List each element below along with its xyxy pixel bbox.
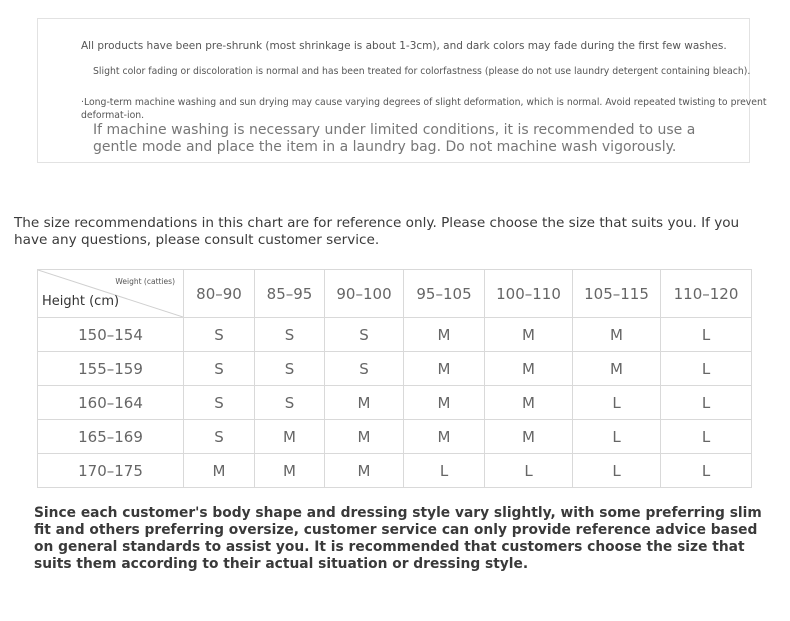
- care-line-machine-wash: If machine washing is necessary under limited conditions, it is recommended to use a gentle mode and place the item in a laundry bag. Do not machine wash vigorously.: [93, 122, 696, 155]
- table-row: [38, 386, 752, 420]
- size-cell: L: [661, 420, 752, 454]
- size-cell: M: [404, 318, 485, 352]
- weight-header-cell: 95–105: [404, 270, 485, 318]
- weight-header-cell: 80–90: [184, 270, 255, 318]
- size-cell: S: [255, 386, 325, 420]
- size-cell: M: [485, 386, 573, 420]
- size-cell: M: [573, 352, 661, 386]
- size-cell: M: [184, 454, 255, 488]
- size-cell: L: [573, 386, 661, 420]
- size-cell: L: [661, 386, 752, 420]
- height-cell: 160–164: [38, 386, 184, 420]
- table-corner-cell: [38, 270, 184, 318]
- size-cell: S: [255, 352, 325, 386]
- size-cell: S: [325, 318, 404, 352]
- size-cell: M: [255, 420, 325, 454]
- size-cell: M: [404, 352, 485, 386]
- table-row: [38, 454, 752, 488]
- size-cell: L: [404, 454, 485, 488]
- care-line-fading: Slight color fading or discoloration is normal and has been treated for colorfastness (please do not use laundry detergent containing bleach).: [93, 66, 751, 77]
- size-cell: M: [255, 454, 325, 488]
- size-reference-note: The size recommendations in this chart are for reference only. Please choose the size that suits you. If you have any questions, please consult customer service.: [14, 215, 740, 248]
- size-cell: S: [184, 318, 255, 352]
- weight-header-cell: 105–115: [573, 270, 661, 318]
- size-cell: L: [661, 318, 752, 352]
- size-cell: M: [485, 420, 573, 454]
- table-row: [38, 318, 752, 352]
- size-cell: M: [404, 386, 485, 420]
- size-cell: L: [573, 420, 661, 454]
- size-cell: M: [325, 454, 404, 488]
- size-cell: L: [661, 352, 752, 386]
- size-cell: S: [325, 352, 404, 386]
- care-line-deformation: ·Long-term machine washing and sun drying may cause varying degrees of slight deformation, which is normal. Avoid repeated twisting to prevent deformat-ion.: [81, 97, 767, 121]
- size-cell: L: [573, 454, 661, 488]
- size-cell: M: [573, 318, 661, 352]
- size-cell: S: [184, 352, 255, 386]
- weight-axis-label: Weight (catties): [115, 277, 175, 286]
- height-cell: 155–159: [38, 352, 184, 386]
- size-cell: M: [485, 352, 573, 386]
- size-chart-table: [37, 269, 752, 488]
- weight-header-cell: 90–100: [325, 270, 404, 318]
- size-cell: M: [485, 318, 573, 352]
- height-axis-label: Height (cm): [42, 294, 120, 309]
- weight-header-cell: 110–120: [661, 270, 752, 318]
- size-cell: M: [325, 386, 404, 420]
- weight-header-cell: 85–95: [255, 270, 325, 318]
- size-cell: S: [255, 318, 325, 352]
- body-shape-note: Since each customer's body shape and dressing style vary slightly, with some preferring slim fit and others preferring oversize, customer service can only provide reference advice based on general standards to assist you. It is recommended that customers choose the size that suits them according to their actual situation or dressing style.: [34, 505, 762, 572]
- weight-header-cell: 100–110: [485, 270, 573, 318]
- care-line-preshrunk: All products have been pre-shrunk (most shrinkage is about 1-3cm), and dark colors may fade during the first few washes.: [81, 40, 727, 52]
- size-cell: L: [661, 454, 752, 488]
- size-cell: S: [184, 420, 255, 454]
- size-cell: L: [485, 454, 573, 488]
- table-row: [38, 352, 752, 386]
- height-cell: 165–169: [38, 420, 184, 454]
- height-cell: 150–154: [38, 318, 184, 352]
- size-cell: M: [404, 420, 485, 454]
- table-header-row: [38, 270, 752, 318]
- height-cell: 170–175: [38, 454, 184, 488]
- size-cell: S: [184, 386, 255, 420]
- table-row: [38, 420, 752, 454]
- size-cell: M: [325, 420, 404, 454]
